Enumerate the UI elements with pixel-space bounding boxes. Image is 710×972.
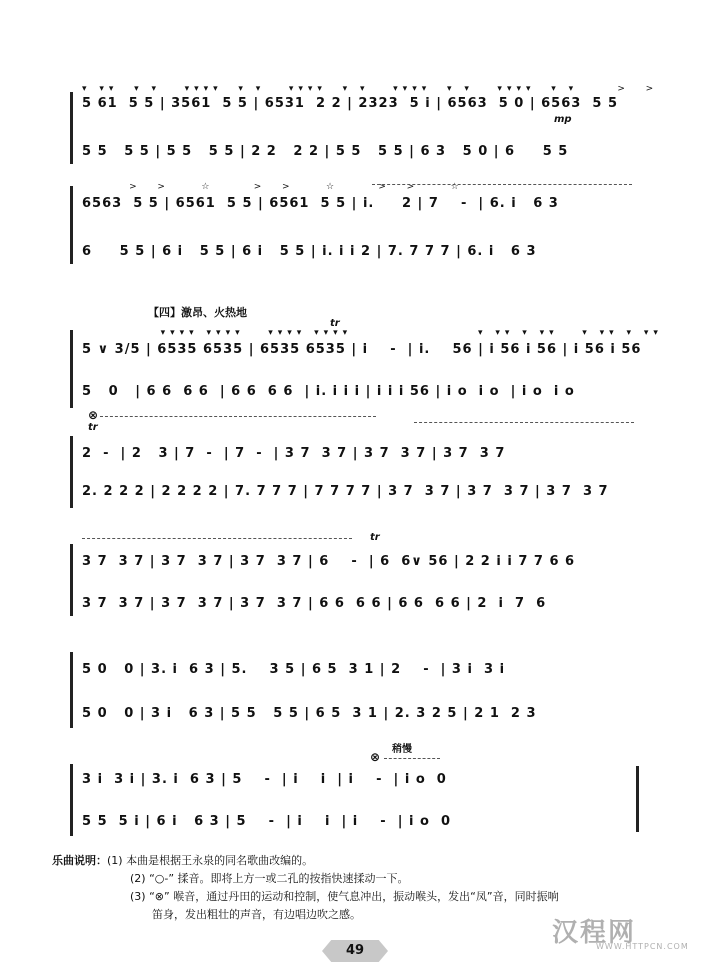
trill-mark: tr (88, 422, 98, 433)
watermark-url: WWW.HTTPCN.COM (596, 942, 689, 951)
upper-part: 5 ∨ 3/5 | 6535 6535 | 6535 6535 | i - | i. 56 | i 56 i 56 | i 56 i 56 (82, 342, 642, 357)
trill-mark: tr (370, 532, 380, 543)
note-item-3: (3) “⊗” 喉音，通过丹田的运动和控制，使气息冲出，振动喉头，发出“凤”音，同时振响 (130, 890, 559, 903)
lower-part: 3 7 3 7 | 3 7 3 7 | 3 7 3 7 | 6 6 6 6 | 6 6 6 6 | 2 i 7 6 (82, 596, 547, 611)
system-brace (70, 652, 73, 728)
upper-part: 2 - | 2 3 | 7 - | 7 - | 3 7 3 7 | 3 7 3 7 | 3 7 3 7 (82, 446, 506, 461)
upper-part: 3 i 3 i | 3. i 6 3 | 5 - | i i | i - | i o 0 (82, 772, 447, 787)
system-brace (70, 330, 73, 408)
dotted-extension (82, 538, 352, 539)
section-heading: 【四】激昂、火热地 (148, 306, 247, 319)
watermark-logo: 汉程网 (552, 918, 637, 948)
page-number: 49 (322, 940, 388, 962)
lower-part: 5 5 5 5 | 5 5 5 5 | 2 2 2 2 | 5 5 5 5 | 6 3 5 0 | 6 5 5 (82, 144, 569, 159)
lower-part: 5 0 0 | 3 i 6 3 | 5 5 5 5 | 6 5 3 1 | 2. 3 2 5 | 2 1 2 3 (82, 706, 537, 721)
staff-system-7 (0, 736, 710, 836)
upper-part: 5 61 5 5 | 3561 5 5 | 6531 2 2 | 2323 5 i | 6563 5 0 | 6563 5 5 (82, 96, 618, 111)
accent-marks: ▾ ▾▾ ▾ ▾ ▾▾▾▾ ▾ ▾ ▾▾▾▾ ▾ ▾ ▾▾▾▾ ▾ ▾ ▾▾▾▾ ▾ ▾ > > (82, 84, 659, 94)
staff-system-1 (0, 84, 710, 168)
notes-label: 乐曲说明： (52, 854, 107, 867)
notes-line-1 (52, 852, 652, 870)
lower-part: 5 5 5 i | 6 i 6 3 | 5 - | i i | i - | i o 0 (82, 814, 452, 829)
dotted-extension (100, 416, 376, 417)
system-brace (70, 436, 73, 508)
trill-mark: tr (330, 318, 340, 329)
accent-marks: > > ☆ > > ☆ > > ☆ (82, 182, 464, 192)
upper-part: 3 7 3 7 | 3 7 3 7 | 3 7 3 7 | 6 - | 6 6∨ 56 | 2 2 i i 7 7 6 6 (82, 554, 576, 569)
note-item-1: (1) 本曲是根据王永泉的同名歌曲改编的。 (107, 854, 314, 867)
lower-part: 2. 2 2 2 | 2 2 2 2 | 7. 7 7 7 | 7 7 7 7 | 3 7 3 7 | 3 7 3 7 | 3 7 3 7 (82, 484, 609, 499)
throat-sound-mark: ⊗ (370, 750, 381, 764)
dotted-extension (372, 184, 632, 185)
system-brace (70, 764, 73, 836)
lower-part: 5 0 | 6 6 6 6 | 6 6 6 6 | i. i i i | i i i 56 | i o i o | i o i o (82, 384, 575, 399)
note-item-3-cont: 笛身，发出粗壮的声音，有边唱边吹之感。 (152, 908, 361, 921)
system-brace (70, 92, 73, 164)
staff-system-6 (0, 646, 710, 736)
tempo-slower: 稍慢 (392, 744, 412, 755)
staff-system-4 (0, 408, 710, 508)
staff-system-2 (0, 180, 710, 270)
system-brace (70, 186, 73, 264)
upper-part: 5 0 0 | 3. i 6 3 | 5. 3 5 | 6 5 3 1 | 2 - | 3 i 3 i (82, 662, 506, 677)
dotted-extension (384, 758, 440, 759)
upper-part: 6563 5 5 | 6561 5 5 | 6561 5 5 | i. 2 | 7 - | 6. i 6 3 (82, 196, 559, 211)
note-item-2: (2) “○-” 揉音。即将上方一或二孔的按指快速揉动一下。 (130, 872, 409, 885)
staff-system-3 (0, 318, 710, 412)
dynamic-mp: mp (554, 114, 572, 125)
throat-sound-mark: ⊗ (88, 408, 99, 422)
accent-marks: ▾▾▾▾ ▾▾▾▾ ▾▾▾▾ ▾▾▾▾ ▾ ▾▾ ▾ ▾▾ ▾ ▾▾ ▾ ▾▾ (82, 328, 663, 338)
lower-part: 6 5 5 | 6 i 5 5 | 6 i 5 5 | i. i i 2 | 7. 7 7 7 | 6. i 6 3 (82, 244, 537, 259)
system-brace (70, 544, 73, 616)
dotted-extension (414, 422, 634, 423)
staff-system-5 (0, 534, 710, 624)
final-barline (636, 766, 639, 832)
